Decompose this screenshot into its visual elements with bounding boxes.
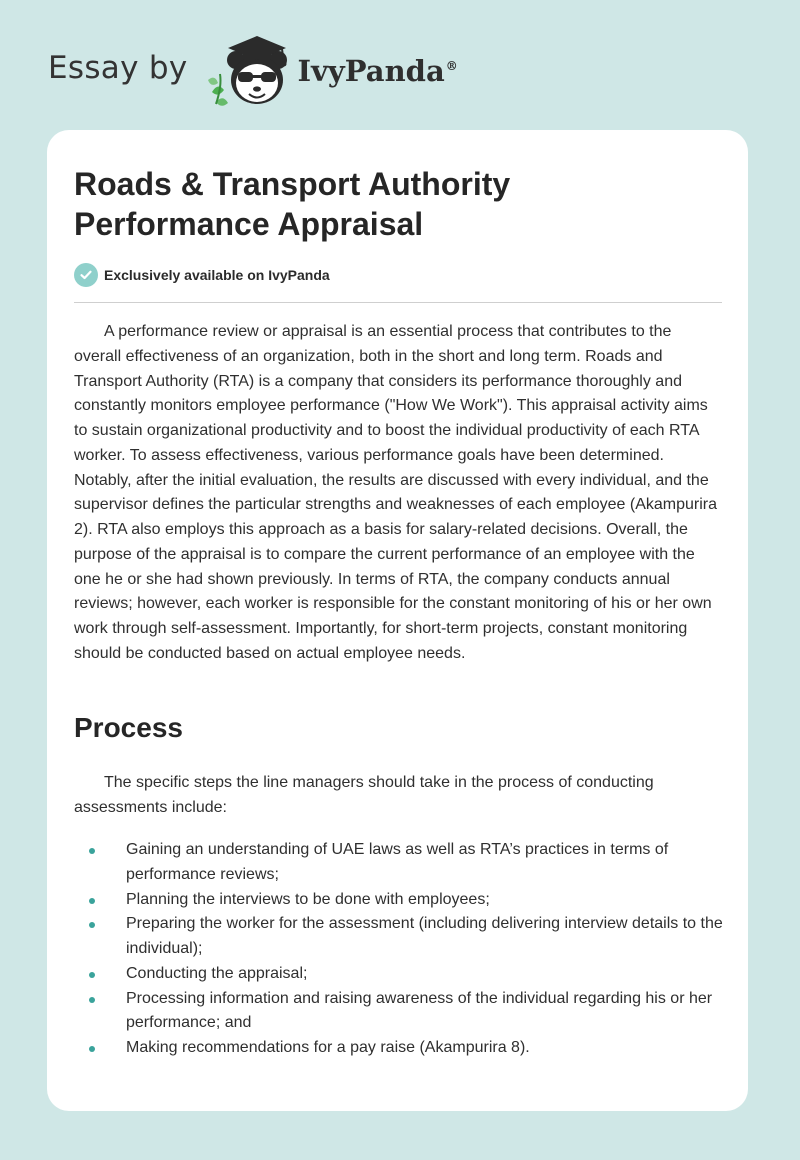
list-item: Preparing the worker for the assessment (including delivering interview details to the individual); [74,912,724,962]
badge-label: Exclusively available on IvyPanda [104,267,330,283]
list-item: Gaining an understanding of UAE laws as well as RTA’s practices in terms of performance reviews; [74,838,724,888]
essay-by-label: Essay by [48,50,188,86]
bullet-icon [89,972,95,978]
list-item: Conducting the appraisal; [74,962,724,987]
panda-graduate-logo-icon[interactable] [202,30,294,110]
bullet-icon [89,898,95,904]
process-steps-list [74,838,724,1061]
bullet-icon [89,1046,95,1052]
list-item: Making recommendations for a pay raise (Akampurira 8). [74,1036,724,1061]
check-icon [74,263,98,287]
bullet-icon [89,997,95,1003]
brand-name[interactable]: IvyPanda® [297,54,458,88]
divider [74,302,722,303]
list-item: Planning the interviews to be done with employees; [74,888,724,913]
site-header [48,30,548,110]
bullet-icon [89,848,95,854]
bullet-icon [89,922,95,928]
exclusive-badge [74,263,330,287]
list-item: Processing information and raising awareness of the individual regarding his or her performance; and [74,987,724,1037]
section-heading: Process [74,712,183,743]
process-intro-paragraph: The specific steps the line managers should take in the process of conducting assessments include: [74,774,654,816]
page-title: Roads & Transport Authority Performance Appraisal [74,166,511,242]
registered-mark: ® [445,59,458,74]
essay-card [47,130,748,1111]
intro-paragraph: A performance review or appraisal is an essential process that contributes to the overall effectiveness of an organization, both in the short and long term. Roads and Transport Authority (RTA) is a company that considers its performance thoroughly and constantly monitors employee performance ("How We Work"). This appraisal activity aims to sustain organizational productivity and to boost the individual productivity of each RTA worker. To assess effectiveness, various performance goals have been determined. Notably, after the initial evaluation, the results are discussed with every individual, and the supervisor defines the particular strengths and weaknesses of each employee (Akampurira 2). RTA also employs this approach as a basis for salary-related decisions. Overall, the purpose of the appraisal is to compare the current performance of an employee with the one he or she had shown previously. In terms of RTA, the company conducts annual reviews; however, each worker is responsible for the constant monitoring of his or her own work through self-assessment. Importantly, for short-term projects, constant monitoring should be conducted based on actual employee needs. [74,323,717,662]
